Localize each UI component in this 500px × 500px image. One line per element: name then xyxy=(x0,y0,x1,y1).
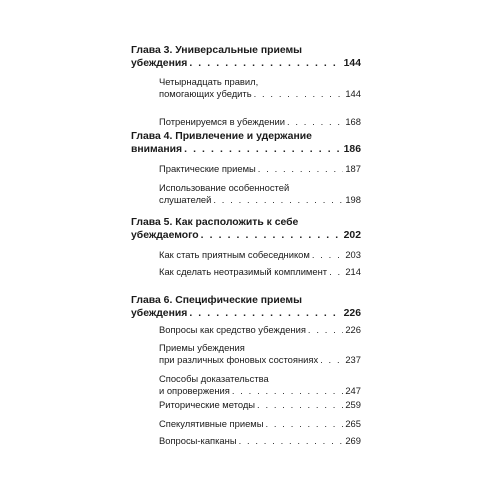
entry-page-number: 226 xyxy=(345,324,361,335)
chapter-title: Глава 5. Как расположить к себе xyxy=(131,217,299,228)
chapter-page-number: 186 xyxy=(343,144,361,155)
entry-title: Четырнадцать правил, xyxy=(159,76,259,87)
entry-title-end: и опровержения xyxy=(159,385,230,396)
toc-entry[interactable] xyxy=(159,324,361,336)
entry-title: Приемы убеждения xyxy=(159,342,245,353)
entry-title: Использование особенностей xyxy=(159,182,290,193)
entry-leader xyxy=(159,249,361,261)
dot-leader xyxy=(258,163,344,175)
entry-leader xyxy=(159,88,361,100)
chapter-title-leader xyxy=(131,57,361,70)
dot-leader xyxy=(329,266,343,278)
dot-leader xyxy=(254,88,344,100)
dot-leader xyxy=(320,354,343,366)
entry-title-end: слушателей xyxy=(159,194,212,205)
chapter-page-number: 226 xyxy=(343,308,361,319)
dot-leader xyxy=(213,194,343,206)
entry-page-number: 237 xyxy=(345,354,361,365)
dot-leader xyxy=(257,399,343,411)
chapter-title: Глава 3. Универсальные приемы xyxy=(131,45,303,56)
toc-entry[interactable] xyxy=(159,249,361,261)
entry-page-number: 214 xyxy=(345,266,361,277)
entry-leader xyxy=(159,116,361,128)
toc-entry[interactable] xyxy=(159,373,361,397)
dot-leader xyxy=(189,57,341,70)
dot-leader xyxy=(184,143,342,156)
entry-page-number: 187 xyxy=(345,163,361,174)
chapter-6-heading[interactable] xyxy=(131,294,361,320)
entry-title: Как стать приятным собеседником xyxy=(159,249,310,260)
toc-entry[interactable] xyxy=(159,76,361,100)
entry-page-number: 269 xyxy=(345,435,361,446)
dot-leader xyxy=(308,324,343,336)
dot-leader xyxy=(312,249,344,261)
entry-leader xyxy=(159,354,361,366)
entry-page-number: 247 xyxy=(345,385,361,396)
entry-leader xyxy=(159,385,361,397)
entry-leader xyxy=(159,163,361,175)
chapter-5-heading[interactable] xyxy=(131,216,361,242)
entry-leader xyxy=(159,324,361,336)
dot-leader xyxy=(265,418,343,430)
entry-title: Способы доказательства xyxy=(159,373,269,384)
chapter-page-number: 202 xyxy=(343,230,361,241)
chapter-title-end: убеждаемого xyxy=(131,230,199,241)
chapter-page-number: 144 xyxy=(343,58,361,69)
toc-entry[interactable] xyxy=(159,163,361,175)
entry-leader xyxy=(159,266,361,278)
entry-page-number: 144 xyxy=(345,88,361,99)
entry-title: Вопросы как средство убеждения xyxy=(159,324,306,335)
toc-entry[interactable] xyxy=(159,342,361,366)
entry-page-number: 265 xyxy=(345,418,361,429)
chapter-3-heading[interactable] xyxy=(131,44,361,70)
entry-page-number: 168 xyxy=(345,116,361,127)
entry-page-number: 259 xyxy=(345,399,361,410)
toc-entry[interactable] xyxy=(159,399,361,411)
chapter-title-leader xyxy=(131,143,361,156)
dot-leader xyxy=(232,385,344,397)
toc-entry[interactable] xyxy=(159,116,361,128)
dot-leader xyxy=(189,307,341,320)
entry-title: Вопросы-капканы xyxy=(159,435,237,446)
entry-leader xyxy=(159,399,361,411)
chapter-title: Глава 6. Специфические приемы xyxy=(131,295,302,306)
chapter-title-end: убеждения xyxy=(131,308,188,319)
toc-entry[interactable] xyxy=(159,182,361,206)
entry-title-end: при различных фоновых состояниях xyxy=(159,354,319,365)
dot-leader xyxy=(239,435,344,447)
dot-leader xyxy=(201,229,342,242)
chapter-title: Глава 4. Привлечение и удержание xyxy=(131,131,312,142)
chapter-title-leader xyxy=(131,307,361,320)
chapter-title-end: убеждения xyxy=(131,58,188,69)
toc-entry[interactable] xyxy=(159,435,361,447)
toc-entry[interactable] xyxy=(159,266,361,278)
entry-title-end: помогающих убедить xyxy=(159,88,252,99)
entry-title: Потренируемся в убеждении xyxy=(159,116,285,127)
chapter-4-heading[interactable] xyxy=(131,130,361,156)
entry-leader xyxy=(159,435,361,447)
entry-page-number: 198 xyxy=(345,194,361,205)
chapter-title-end: внимания xyxy=(131,144,183,155)
entry-page-number: 203 xyxy=(345,249,361,260)
toc-entry[interactable] xyxy=(159,418,361,430)
entry-title: Риторические методы xyxy=(159,399,256,410)
entry-title: Спекулятивные приемы xyxy=(159,418,264,429)
entry-leader xyxy=(159,418,361,430)
chapter-title-leader xyxy=(131,229,361,242)
entry-leader xyxy=(159,194,361,206)
entry-title: Как сделать неотразимый комплимент xyxy=(159,266,328,277)
dot-leader xyxy=(287,116,343,128)
entry-title: Практические приемы xyxy=(159,163,256,174)
